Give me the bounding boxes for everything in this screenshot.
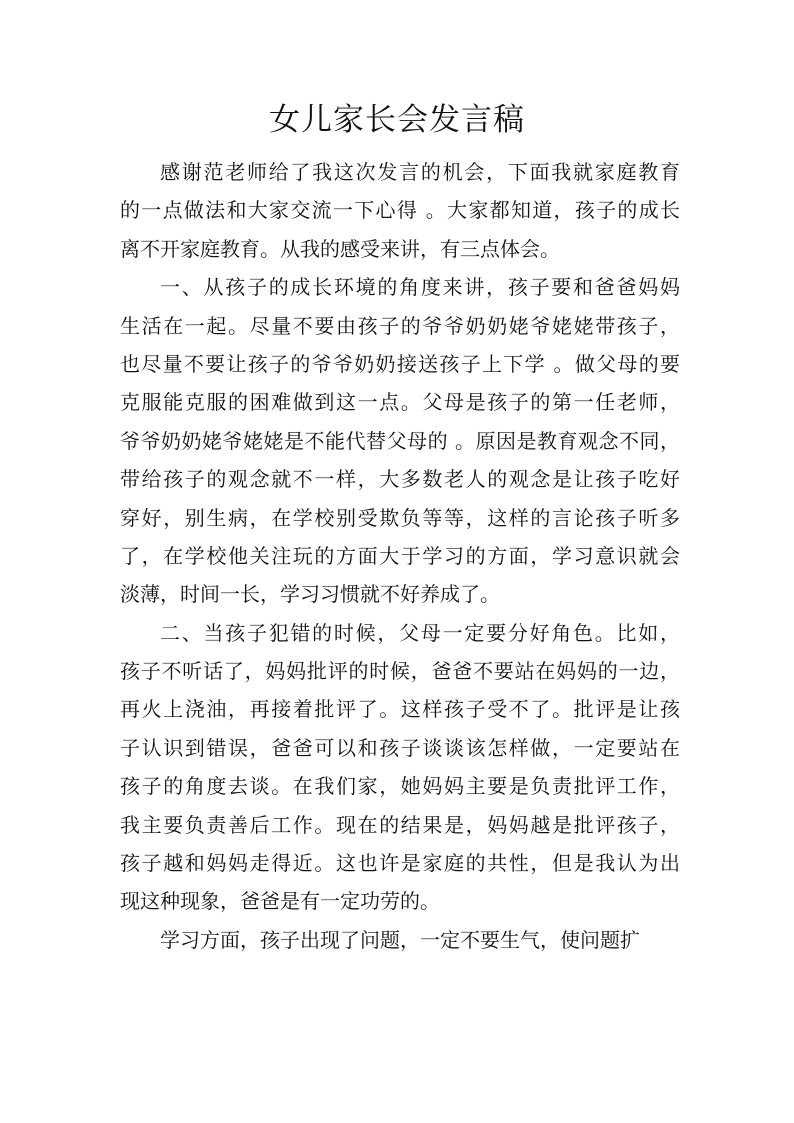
paragraph-line: 感谢范老师给了我这次发言的机会，下面我就家庭教育 <box>160 160 680 184</box>
paragraph-line: 孩子不听话了，妈妈批评的时候，爸爸不要站在妈妈的一边， <box>120 659 680 684</box>
document-title: 女儿家长会发言稿 <box>269 102 525 138</box>
document-body <box>120 153 680 959</box>
paragraph-line: 一、从孩子的成长环境的角度来讲，孩子要和爸爸妈妈 <box>160 275 680 300</box>
paragraph-line: 了，在学校他关注玩的方面大于学习的方面，学习意识就会 <box>120 543 680 568</box>
paragraph-line: 也尽量不要让孩子的爷爷奶奶接送孩子上下学 。做父母的要 <box>120 351 680 376</box>
paragraph-line: 淡薄，时间一长，学习习惯就不好养成了。 <box>120 582 500 607</box>
paragraph-line: 我主要负责善后工作。现在的结果是，妈妈越是批评孩子， <box>120 812 680 837</box>
paragraph-line: 克服能克服的困难做到这一点。父母是孩子的第一任老师， <box>120 390 680 415</box>
paragraph-line: 现这种现象，爸爸是有一定功劳的。 <box>120 889 440 914</box>
paragraph-line: 带给孩子的观念就不一样，大多数老人的观念是让孩子吃好 <box>120 467 680 492</box>
paragraph-line: 的一点做法和大家交流一下心得 。大家都知道，孩子的成长 <box>120 198 680 223</box>
paragraph-line: 再火上浇油，再接着批评了。这样孩子受不了。批评是让孩 <box>120 697 680 722</box>
paragraph-line: 爷爷奶奶姥爷姥姥是不能代替父母的 。原因是教育观念不同， <box>120 428 680 453</box>
paragraph-line: 孩子的角度去谈。在我们家，她妈妈主要是负责批评工作， <box>120 774 680 799</box>
paragraph-line: 离不开家庭教育。从我的感受来讲，有三点体会。 <box>120 236 560 261</box>
paragraph-line: 生活在一起。尽量不要由孩子的爷爷奶奶姥爷姥姥带孩子， <box>120 313 680 338</box>
paragraph-line: 穿好，别生病，在学校别受欺负等等，这样的言论孩子听多 <box>120 505 680 530</box>
paragraph-line: 子认识到错误，爸爸可以和孩子谈谈该怎样做，一定要站在 <box>120 735 680 760</box>
paragraph-line: 学习方面，孩子出现了问题，一定不要生气，使问题扩 <box>160 927 640 952</box>
paragraph-line: 二、当孩子犯错的时候，父母一定要分好角色。比如， <box>160 620 680 645</box>
paragraph-line: 孩子越和妈妈走得近。这也许是家庭的共性，但是我认为出 <box>120 851 680 876</box>
